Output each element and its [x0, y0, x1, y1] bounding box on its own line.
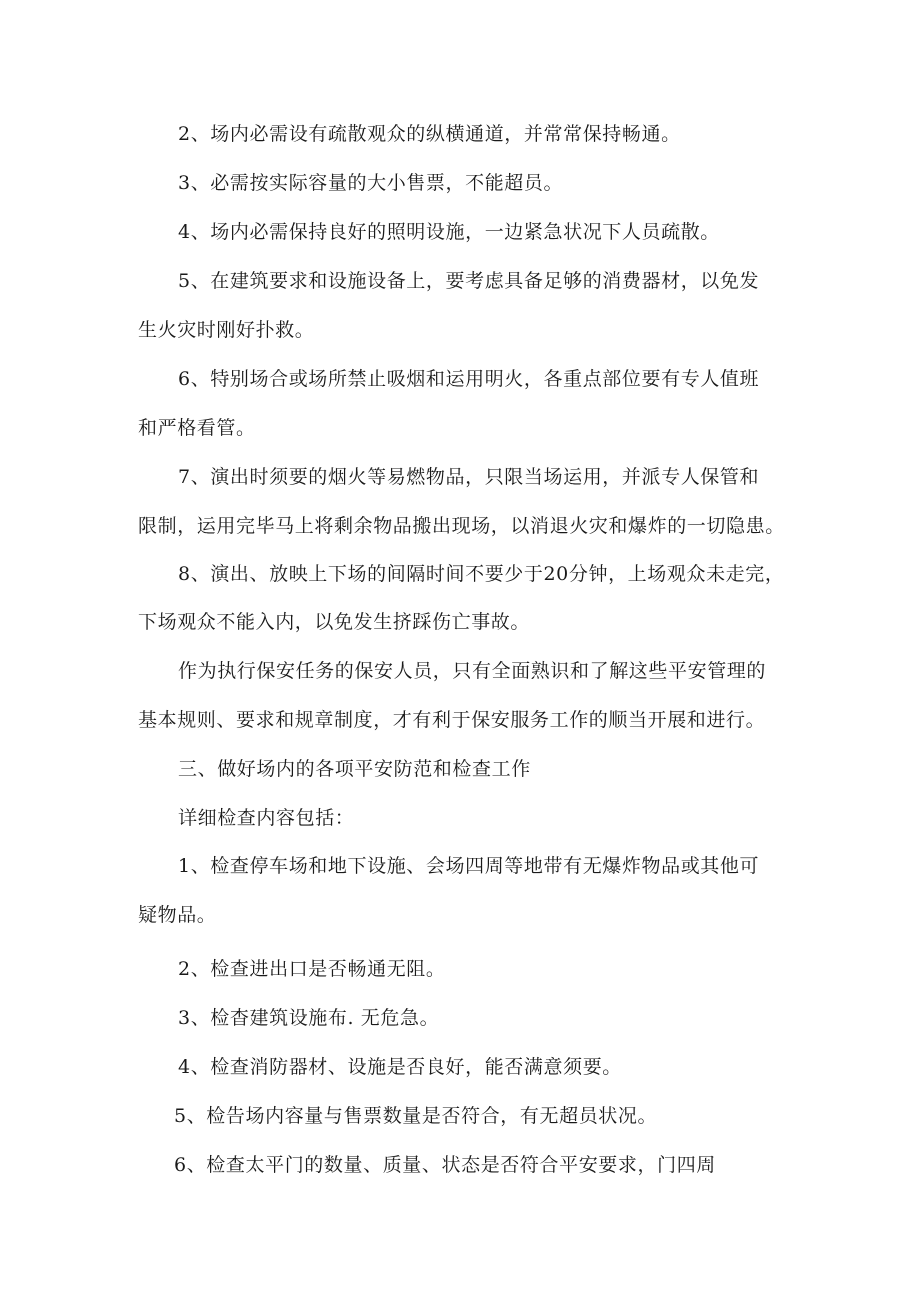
- paragraph-line: 疑物品。: [138, 904, 217, 926]
- paragraph-line: 5、在建筑要求和设施设备上，要考虑具备足够的消费器材，以免发: [178, 270, 760, 292]
- paragraph-line: 限制，运用完毕马上将剩余物品搬出现场，以消退火灾和爆炸的一切隐患。: [138, 515, 785, 537]
- paragraph-line: 和严格看管。: [138, 417, 256, 439]
- paragraph-line: 3、必需按实际容量的大小售票，不能超员。: [178, 172, 564, 194]
- paragraph-line: 1、检查停车场和地下设施、会场四周等地带有无爆炸物品或其他可: [178, 855, 760, 877]
- paragraph-line: 基本规则、要求和规章制度，才有利于保安服务工作的顺当开展和进行。: [138, 709, 766, 731]
- paragraph-line: 3、检杳建筑设施布. 无危急。: [178, 1007, 440, 1029]
- paragraph-line: 4、场内必需保持良好的照明设施，一边紧急状况下人员疏散。: [178, 221, 720, 243]
- paragraph-line: 7、演出时须要的烟火等易燃物品，只限当场运用，并派专人保管和: [178, 466, 760, 488]
- paragraph-line: 下场观众不能入内，以免发生挤踩伤亡事故。: [138, 611, 531, 633]
- paragraph-line: 作为执行保安任务的保安人员，只有全面熟识和了解这些平安管理的: [178, 660, 767, 682]
- paragraph-line: 生火灾时刚好扑救。: [138, 319, 315, 341]
- paragraph-line: 8、演出、放映上下场的间隔时间不要少于20分钟，上场观众未走完，: [178, 563, 785, 585]
- paragraph-line: 5、检告场内容量与售票数量是否符合，有无超员状况。: [174, 1105, 658, 1127]
- section-heading: 三、做好场内的各项平安防范和检查工作: [178, 758, 531, 780]
- paragraph-line: 4、检查消防器材、设施是否良好，能否满意须要。: [178, 1056, 622, 1078]
- paragraph-line: 6、检查太平门的数量、质量、状态是否符合平安要求，门四周: [174, 1154, 716, 1176]
- paragraph-line: 详细检查内容包括：: [178, 807, 355, 829]
- paragraph-line: 2、场内必需设有疏散观众的纵横通道，并常常保持畅通。: [178, 123, 681, 145]
- paragraph-line: 6、特别场合或场所禁止吸烟和运用明火，各重点部位要有专人值班: [178, 368, 760, 390]
- paragraph-line: 2、检查进出口是否畅通无阻。: [178, 958, 446, 980]
